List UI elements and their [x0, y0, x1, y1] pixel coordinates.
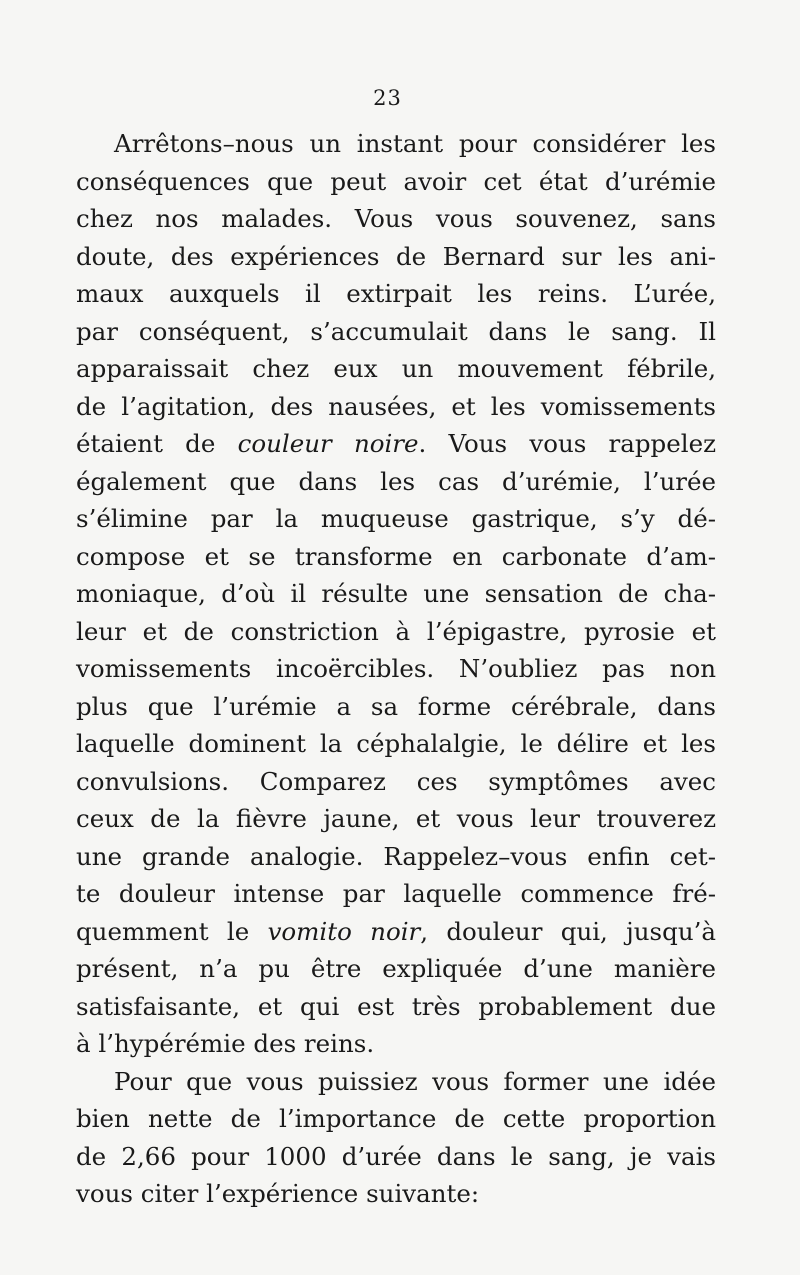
text-line: [76, 313, 716, 351]
text-line: [76, 125, 716, 163]
text-line: [76, 500, 716, 538]
text-run: s’élimine par la muqueuse gastrique, s’y dé-: [76, 504, 716, 533]
text-run: , douleur qui, jusqu’à: [420, 916, 716, 946]
text-line: [76, 575, 716, 613]
text-run: étaient de: [76, 429, 238, 458]
text-line: [76, 538, 716, 576]
text-run: conséquences que peut avoir cet état d’urémie: [76, 166, 716, 196]
text-run: également que dans les cas d’urémie, l’urée: [76, 466, 716, 496]
text-line: [76, 350, 716, 388]
text-run: vous citer l’expérience suivante:: [76, 1179, 480, 1208]
text-line: [76, 838, 716, 876]
text-line: [76, 463, 716, 501]
text-line: [76, 1063, 716, 1101]
text-line: [76, 875, 716, 913]
text-line: [76, 913, 716, 951]
paragraph: [76, 125, 716, 1063]
text-run: satisfaisante, et qui est très probablement due: [76, 991, 716, 1021]
text-run: plus que l’urémie a sa forme cérébrale, dans: [76, 691, 716, 721]
text-run: convulsions. Comparez ces symptômes avec: [76, 766, 716, 796]
body-text: [76, 125, 716, 1213]
text-run: laquelle dominent la céphalalgie, le délire et les: [76, 729, 716, 758]
text-line: [76, 275, 716, 313]
text-line: [76, 613, 716, 651]
text-line: [76, 725, 716, 763]
text-line: [76, 1138, 716, 1176]
text-run: ceux de la fièvre jaune, et vous leur trouverez: [76, 804, 716, 833]
text-run: Arrêtons–nous un instant pour considérer les: [114, 129, 716, 158]
text-run: te douleur intense par laquelle commence fré-: [76, 879, 716, 908]
italic-text: vomito noir: [267, 916, 421, 946]
text-line: [76, 950, 716, 988]
text-run: une grande analogie. Rappelez–vous enfin cet-: [76, 841, 716, 871]
text-run: leur et de constriction à l’épigastre, pyrosie et: [76, 616, 716, 646]
text-run: chez nos malades. Vous vous souvenez, sans: [76, 204, 716, 233]
text-line: [76, 163, 716, 201]
text-run: à l’hypérémie des reins.: [76, 1029, 375, 1058]
text-line: [76, 1025, 716, 1063]
text-run: quemment le: [76, 916, 268, 946]
text-line: [76, 425, 716, 463]
text-line: [76, 688, 716, 726]
text-line: [76, 1175, 716, 1213]
text-run: par conséquent, s’accumulait dans le sang. Il: [76, 316, 716, 346]
text-run: présent, n’a pu être expliquée d’une manière: [76, 954, 716, 983]
text-run: de 2,66 pour 1000 d’urée dans le sang, je vais: [76, 1141, 716, 1171]
text-run: apparaissait chez eux un mouvement fébrile,: [76, 354, 716, 383]
paragraph: [76, 1063, 716, 1213]
text-run: bien nette de l’importance de cette proportion: [76, 1104, 716, 1133]
text-line: [76, 800, 716, 838]
page-number: 23: [373, 86, 402, 110]
text-run: maux auxquels il extirpait les reins. L’urée,: [76, 279, 716, 308]
text-line: [76, 200, 716, 238]
text-run: . Vous vous rappelez: [418, 429, 716, 458]
text-run: de l’agitation, des nausées, et les vomissements: [76, 391, 716, 421]
text-run: doute, des expériences de Bernard sur les ani-: [76, 241, 716, 271]
text-line: [76, 238, 716, 276]
text-run: vomissements incoërcibles. N’oubliez pas non: [76, 654, 716, 683]
text-run: compose et se transforme en carbonate d’am-: [76, 541, 716, 571]
text-run: Pour que vous puissiez vous former une idée: [114, 1066, 716, 1096]
text-run: moniaque, d’où il résulte une sensation de cha-: [76, 579, 716, 608]
text-line: [76, 1100, 716, 1138]
text-line: [76, 988, 716, 1026]
text-line: [76, 650, 716, 688]
text-line: [76, 763, 716, 801]
text-line: [76, 388, 716, 426]
italic-text: couleur noire: [237, 429, 419, 458]
